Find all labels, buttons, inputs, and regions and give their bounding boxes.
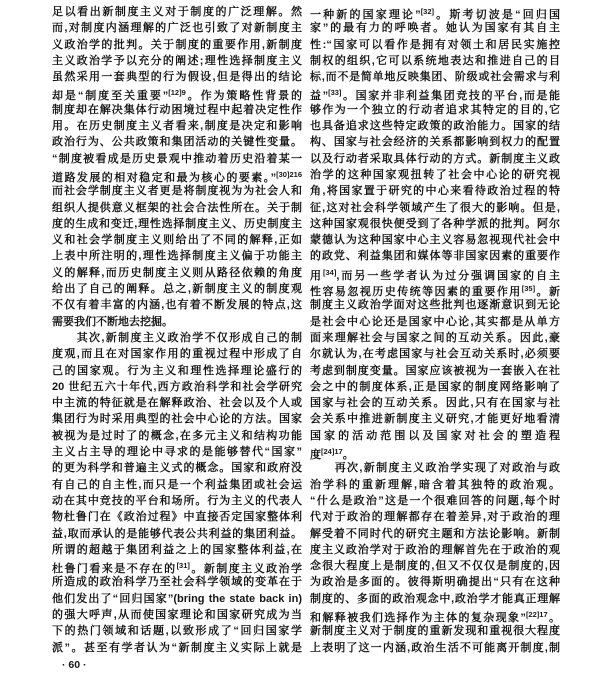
text-line: 下的热门领域和话题,以致形成了“回归国家学: [52, 625, 302, 638]
text-line: 的政党、利益集团和媒体等非国家因素的重要作: [310, 250, 560, 263]
text-line: 而社会学制度主义者更是将制度视为为社会人和: [52, 185, 302, 198]
text-line: 国家的活动范围以及国家对社会的塑造程: [310, 429, 560, 442]
text-line: 道路发展的相对稳定和最为核心的要素。”$^{[30]216}$: [52, 169, 302, 184]
text-line: 这种国家观很快便受到了各种学派的批判。阿尔: [310, 217, 560, 230]
text-line: 用。在历史制度主义者看来,制度是决定和影响: [52, 120, 302, 133]
text-line: 度观,而且在对国家作用的重视过程中形成了自: [52, 348, 302, 361]
text-line: 足以看出新制度主义对于制度的广泛理解。然: [52, 6, 302, 18]
citation-superscript: [33]: [328, 88, 342, 98]
text-line: 面来理解社会与国家之间的互动关系。因此,豪: [310, 331, 560, 344]
text-line: 的强大呼声,从而使国家理论和国家研究成为当: [52, 608, 302, 621]
right-column: [310, 4, 560, 656]
text-line: 性容易忽视历史传统等因素的重要作用[35]。新: [310, 284, 560, 298]
text-line: 不仅有着丰富的内涵,也有着不断发展的特点,这: [52, 299, 302, 312]
text-line: 代对于政治的理解都存在着差异,对于政治的理: [310, 511, 560, 524]
text-line: 再次,新制度主义政治学实现了对政治与政: [310, 462, 560, 475]
text-line: 会关系中推进新制度主义研究,才能更好地看清: [310, 413, 560, 426]
text-line: 够作为一个独立的行动者追求其特定的目的,它: [310, 103, 560, 116]
left-column: [52, 4, 302, 656]
citation-superscript: [32]: [420, 7, 435, 16]
text-line: 集团行为时采用典型的社会中心论的方法。国家: [52, 413, 302, 426]
text-line: 杜鲁门看来是不存在的[31]。新制度主义政治学: [52, 561, 302, 575]
text-line: 被视为是过时了的概念,在多元主义和结构功能: [52, 429, 302, 442]
text-line: 20 世纪五六十年代,西方政治科学和社会学研究: [52, 380, 302, 393]
text-line: 标,而不是简单地反映集团、阶级或社会需求与利: [310, 71, 560, 84]
text-line: 主义占主导的理论中寻求的是能够替代“国家”: [52, 446, 302, 459]
text-line: 上表中所注明的,理性选择制度主义偏于功能主: [52, 250, 302, 263]
text-line: 性:“国家可以看作是拥有对领土和居民实施控: [310, 38, 560, 51]
text-line: 和解释被我们选择作为主体的复杂现象”$^{[22]17}$。: [310, 609, 560, 624]
text-line: 度$^{[24]17}$。: [310, 447, 354, 461]
text-line: 解受着不同时代的研究主题和方法论影响。新制: [310, 527, 560, 540]
text-line: 的更为科学和普遍主义式的概念。国家和政府没: [52, 462, 302, 475]
text-line: “什么是政治”这是一个很难回答的问题,每个时: [310, 494, 560, 507]
text-line: 也具备追求这些特定政策的政治能力。国家的结: [310, 120, 560, 133]
text-line: 角,将国家置于研究的中心来看待政治过程的特: [310, 185, 560, 198]
text-line: 构、国家与社会经济的关系都影响到权力的配置: [310, 136, 560, 149]
text-line: 以及行动者采取具体行动的方式。新制度主义政: [310, 152, 560, 165]
text-columns: [52, 4, 608, 656]
text-line: 义和社会学制度主义则给出了不同的解释,正如: [52, 234, 302, 247]
text-line: 派”。甚至有学者认为“新制度主义实际上就是: [52, 641, 302, 654]
text-line: 他们发出了“回归国家”(bring the state back in): [52, 592, 302, 605]
citation-superscript: [24]17: [321, 447, 343, 457]
text-line: 是社会中心论还是国家中心论,其实都是从单方: [310, 315, 560, 328]
text-line: 治学的这种国家观扭转了社会中心论的研究视: [310, 168, 560, 181]
citation-superscript: [30]216: [276, 169, 302, 179]
text-line: 度的生成和变迁,理性选择制度主义、历史制度主: [52, 217, 302, 230]
text-line: 蒙德认为这种国家中心主义容易忽视现代社会中: [310, 234, 560, 247]
text-line: 却是“制度至关重要”$^{[12]9}$。作为策略性背景的: [52, 88, 302, 102]
page-number: · 60 ·: [62, 658, 87, 671]
text-line: “制度被看成是历史景观中推动着历史沿着某一: [52, 152, 302, 165]
text-line: 制度却在解决集体行动困境过程中起着决定性作: [52, 103, 302, 116]
text-line: 治学科的重新理解,暗含着其独特的政治观。: [310, 478, 560, 491]
text-line: 用[34],而另一些学者认为过分强调国家的自主: [310, 267, 560, 282]
text-line: 一种新的国家理论”[32]。斯考切波是“回归国: [310, 7, 560, 21]
text-line: 中主流的特征就是在解释政治、社会以及个人或: [52, 397, 302, 410]
text-line: 度主义政治学对于政治的理解首先在于政治的观: [310, 543, 560, 556]
text-line: 益”[33]。国家并非利益集团竞技的平台,而是能: [310, 88, 560, 102]
text-line: 组织人提供意义框架的社会合法性所在。关于制: [52, 201, 302, 214]
citation-superscript: [31]: [176, 561, 190, 571]
text-line: 为政治是多面的。彼得斯明确提出“只有在这种: [310, 576, 560, 589]
citation-superscript: [22]17: [525, 609, 548, 619]
text-line: 给出了自己的阐释。总之,新制度主义的制度观: [52, 283, 302, 296]
text-line: 考虑到制度变量。国家应该被视为一套嵌入在社: [310, 364, 560, 377]
text-line: 己的国家观。行为主义和理性选择理论盛行的: [52, 364, 302, 377]
text-line: 虽然采用一套典型的行为假设,但是得出的结论: [52, 71, 302, 84]
text-line: 新制度主义对于制度的重新发现和重视很大程度: [310, 625, 560, 638]
text-line: 家”的最有力的呼唤者。她认为国家有其自主: [310, 22, 560, 35]
text-line: 其次,新制度主义政治学不仅形成自己的制: [52, 331, 302, 344]
text-line: 国家与社会的互动关系。因此,只有在国家与社: [310, 397, 560, 410]
text-line: 制度主义政治学面对这些批判也逐渐意识到无论: [310, 299, 560, 312]
text-line: 而,对制度内涵理解的广泛也引致了对新制度主: [52, 22, 302, 35]
text-line: 征,这对社会科学领域产生了很大的影响。但是,: [310, 201, 560, 214]
text-line: 有自己的自主性,而只是一个利益集团或社会运: [52, 478, 302, 491]
citation-superscript: [12]9: [168, 88, 186, 98]
text-line: 制度的、多面的政治观念中,政治学才能真正理解: [310, 592, 560, 605]
text-line: 义政治学的批判。关于制度的重要作用,新制度: [52, 38, 302, 51]
text-line: 益,取而承认的是能够代表公共利益的集团利益。: [52, 527, 302, 540]
text-line: 会之中的制度体系,正是国家的制度网络影响了: [310, 380, 560, 393]
text-line: 需要我们不断地去挖掘。: [52, 315, 173, 328]
text-line: 义的解释,而历史制度主义则从路径依赖的角度: [52, 266, 302, 279]
text-line: 制权的组织,它可以系统地表达和推进自己的目: [310, 54, 560, 67]
text-line: 动在其中竞技的平台和场所。行为主义的代表人: [52, 494, 302, 507]
text-line: 念很大程度上是制度的,但又不仅仅是制度的,因: [310, 560, 560, 573]
text-line: 所造成的政治科学乃至社会科学领域的变革在于: [52, 576, 302, 589]
text-line: 物杜鲁门在《政治过程》中直接否定国家整体利: [52, 511, 302, 524]
text-line: 所谓的超越于集团利益之上的国家整体利益,在: [52, 543, 302, 556]
citation-superscript: [35]: [521, 284, 536, 294]
citation-superscript: [34]: [322, 267, 337, 277]
text-line: 尔就认为,在考虑国家与社会互动关系时,必须要: [310, 348, 560, 361]
text-line: 政治行为、公共政策和集团活动的关键性变量。: [52, 136, 302, 149]
text-line: 上表明了这一内涵,政治生活不可能离开制度,制: [310, 641, 560, 654]
text-line: 主义政治学予以充分的阐述;理性选择制度主义: [52, 54, 302, 67]
